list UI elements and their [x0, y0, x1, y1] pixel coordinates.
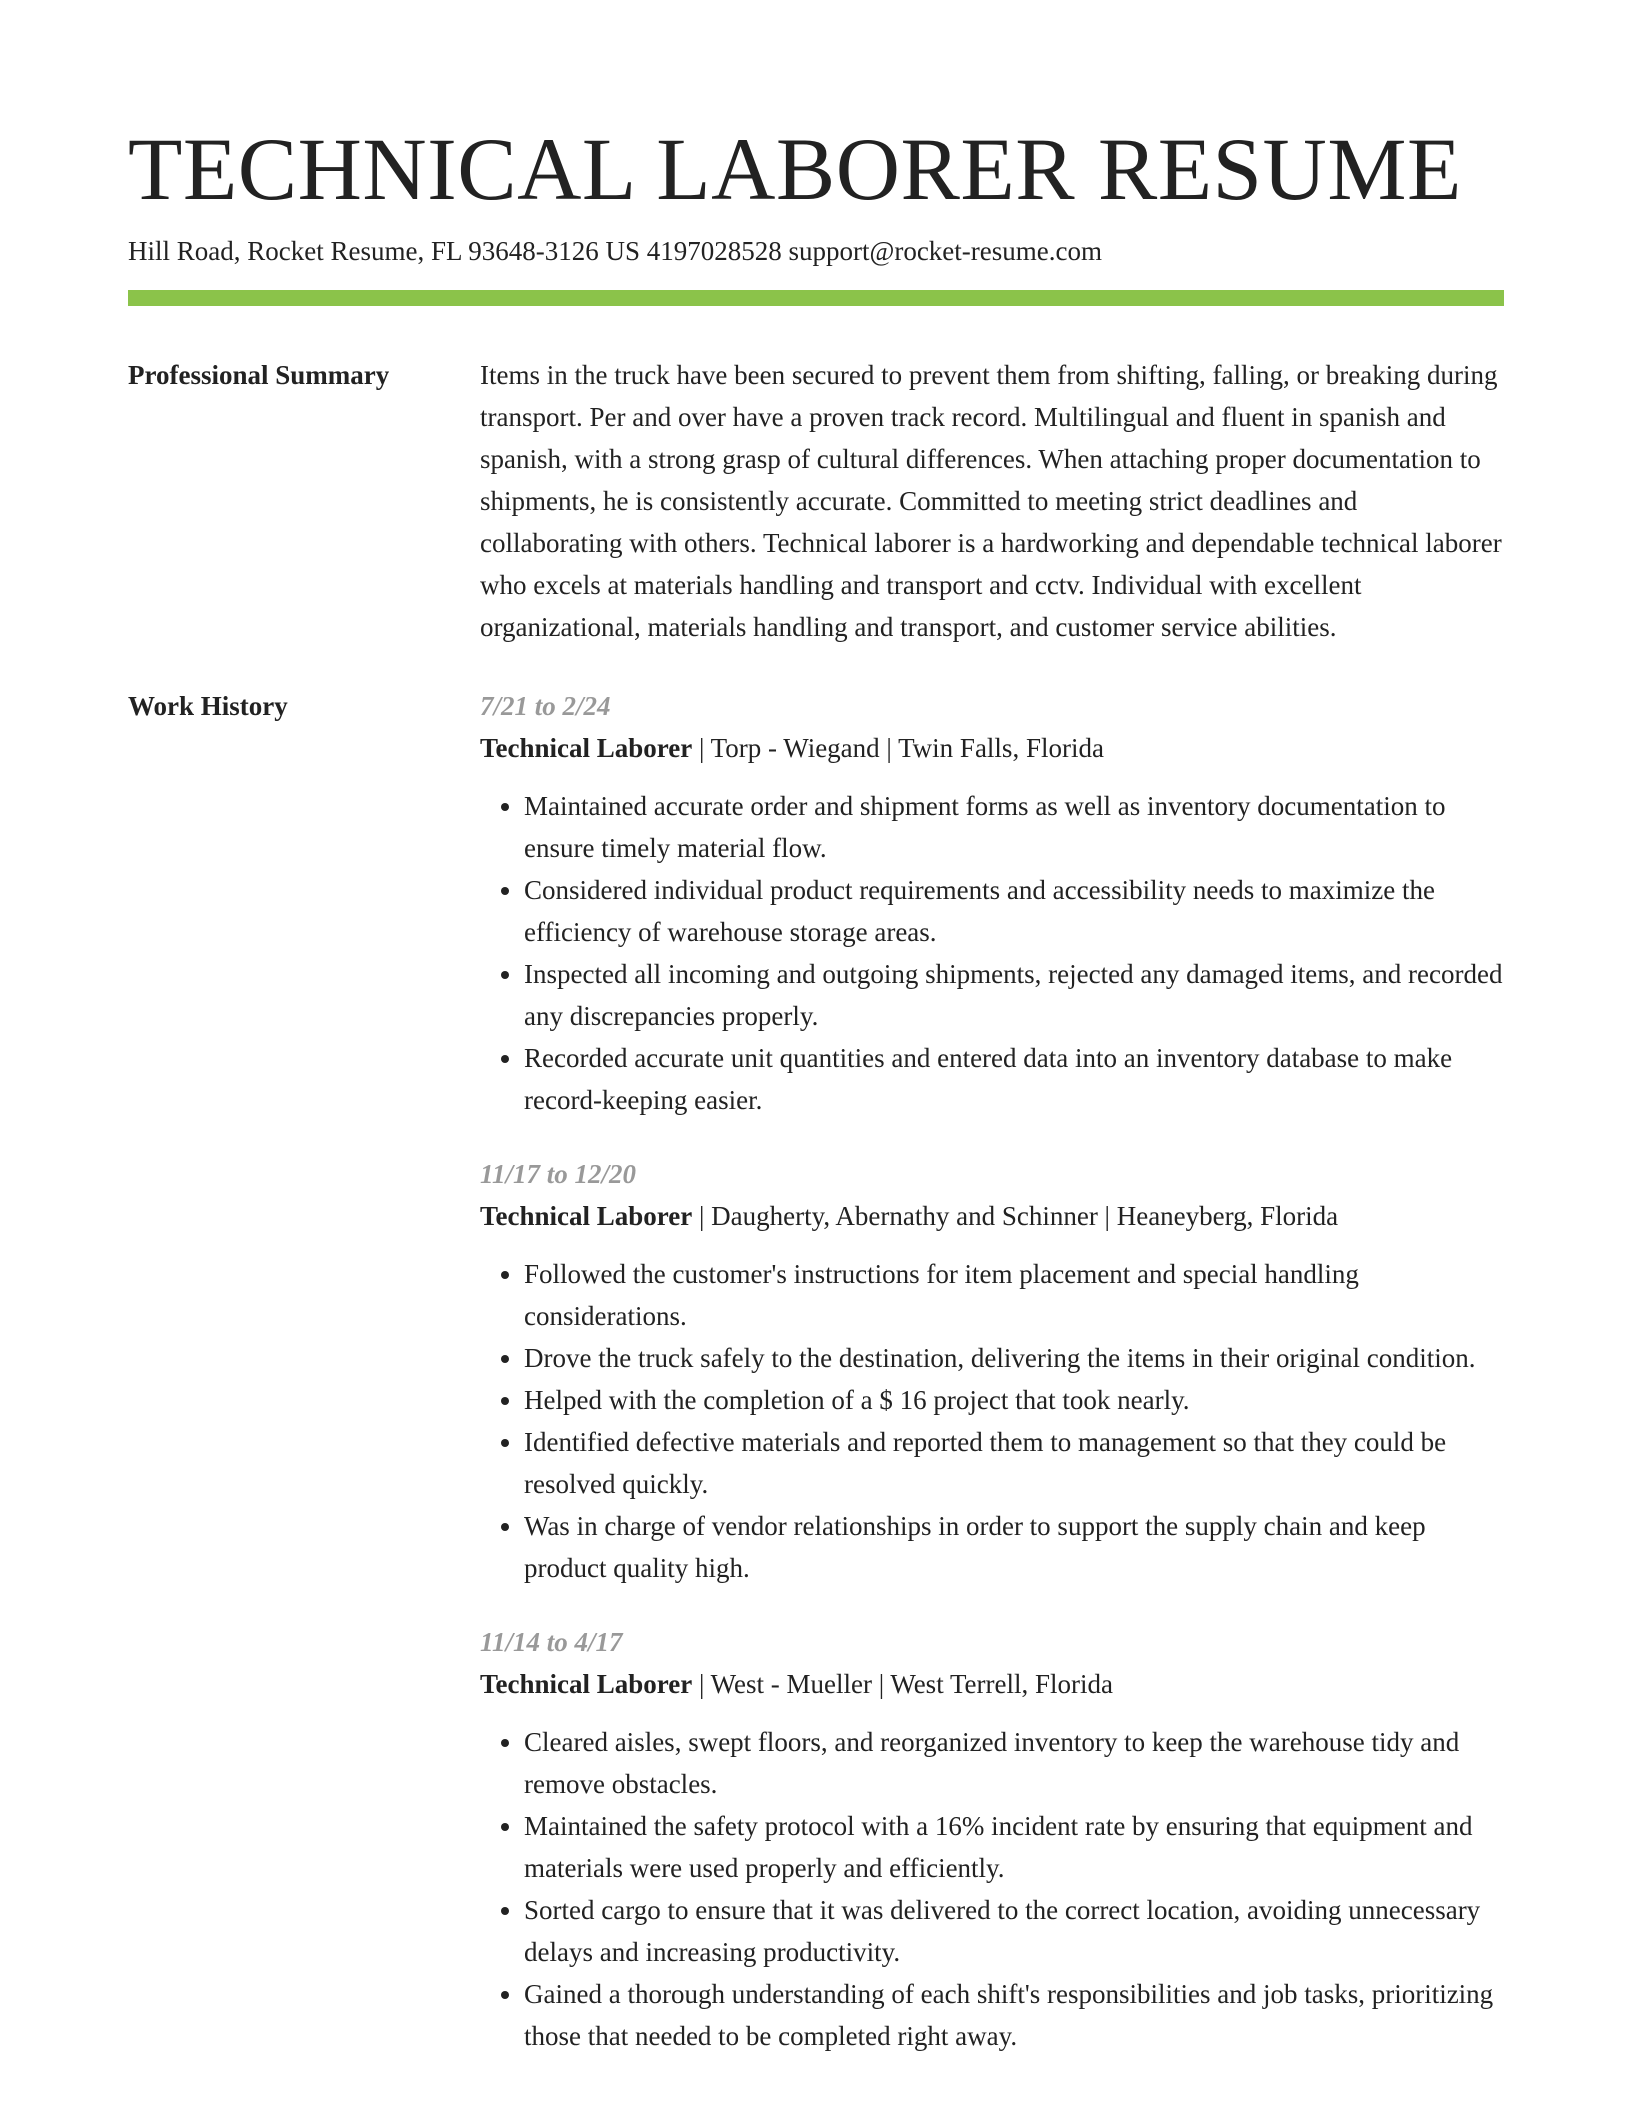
job-duty: • Helped with the completion of a $ 16 project that took nearly. — [524, 1379, 1504, 1421]
job-title-line — [480, 727, 1504, 769]
job-duties-list — [480, 1721, 1504, 2057]
job-duty: • Inspected all incoming and outgoing shipments, rejected any damaged items, and recorded any discrepancies properly. — [524, 953, 1504, 1037]
summary-section — [128, 354, 1504, 648]
job-title-line — [480, 1663, 1504, 1705]
job-duty: • Drove the truck safely to the destination, delivering the items in their original condition. — [524, 1337, 1504, 1379]
job-entry — [480, 685, 1504, 1121]
job-duty: • Maintained accurate order and shipment forms as well as inventory documentation to ensure timely material flow. — [524, 785, 1504, 869]
summary-heading: Professional Summary — [128, 360, 390, 390]
job-role: Technical Laborer — [480, 733, 693, 763]
job-employer-location: | West - Mueller | West Terrell, Florida — [692, 1669, 1114, 1699]
job-duty: • Cleared aisles, swept floors, and reorganized inventory to keep the warehouse tidy and remove obstacles. — [524, 1721, 1504, 1805]
header-divider — [128, 290, 1504, 306]
resume-title: TECHNICAL LABORER RESUME — [128, 121, 1462, 219]
job-dates: 11/14 to 4/17 — [480, 1627, 623, 1657]
contact-info: Hill Road, Rocket Resume, FL 93648-3126 US 4197028528 support@rocket-resume.com — [128, 236, 1102, 266]
job-duty: • Identified defective materials and reported them to management so that they could be resolved quickly. — [524, 1421, 1504, 1505]
job-dates: 7/21 to 2/24 — [480, 691, 611, 721]
job-duties-list — [480, 785, 1504, 1121]
job-duty: • Sorted cargo to ensure that it was delivered to the correct location, avoiding unnecessary delays and increasing productivity. — [524, 1889, 1504, 1973]
job-role: Technical Laborer — [480, 1201, 693, 1231]
summary-text: Items in the truck have been secured to prevent them from shifting, falling, or breaking during transport. Per and over have a proven track record. Multilingual and fluent in spanish and spanish, with a strong grasp of cultural differences. When attaching proper documentation to shipments, he is consistently accurate. Committed to meeting strict deadlines and collaborating with others. Technical laborer is a hardworking and dependable technical laborer who excels at materials handling and transport and cctv. Individual with excellent organizational, materials handling and transport, and customer service abilities. — [480, 360, 1502, 642]
job-duty: • Maintained the safety protocol with a 16% incident rate by ensuring that equipment and materials were used properly and efficiently. — [524, 1805, 1504, 1889]
job-entry — [480, 1621, 1504, 2057]
job-employer-location: | Torp - Wiegand | Twin Falls, Florida — [692, 733, 1104, 763]
job-duty: • Gained a thorough understanding of each shift's responsibilities and job tasks, prioritizing those that needed to be completed right away. — [524, 1973, 1504, 2057]
job-duty: • Considered individual product requirements and accessibility needs to maximize the efficiency of warehouse storage areas. — [524, 869, 1504, 953]
job-entry — [480, 1153, 1504, 1589]
work-history-heading: Work History — [128, 691, 288, 721]
job-duty: • Followed the customer's instructions for item placement and special handling considerations. — [524, 1253, 1504, 1337]
job-role: Technical Laborer — [480, 1669, 693, 1699]
job-employer-location: | Daugherty, Abernathy and Schinner | Heaneyberg, Florida — [692, 1201, 1339, 1231]
job-duty: • Recorded accurate unit quantities and entered data into an inventory database to make record-keeping easier. — [524, 1037, 1504, 1121]
job-duties-list — [480, 1253, 1504, 1589]
work-history-section — [128, 685, 1504, 2057]
job-duty: • Was in charge of vendor relationships in order to support the supply chain and keep product quality high. — [524, 1505, 1504, 1589]
job-dates: 11/17 to 12/20 — [480, 1159, 637, 1189]
job-title-line — [480, 1195, 1504, 1237]
resume-page — [128, 0, 1504, 2057]
